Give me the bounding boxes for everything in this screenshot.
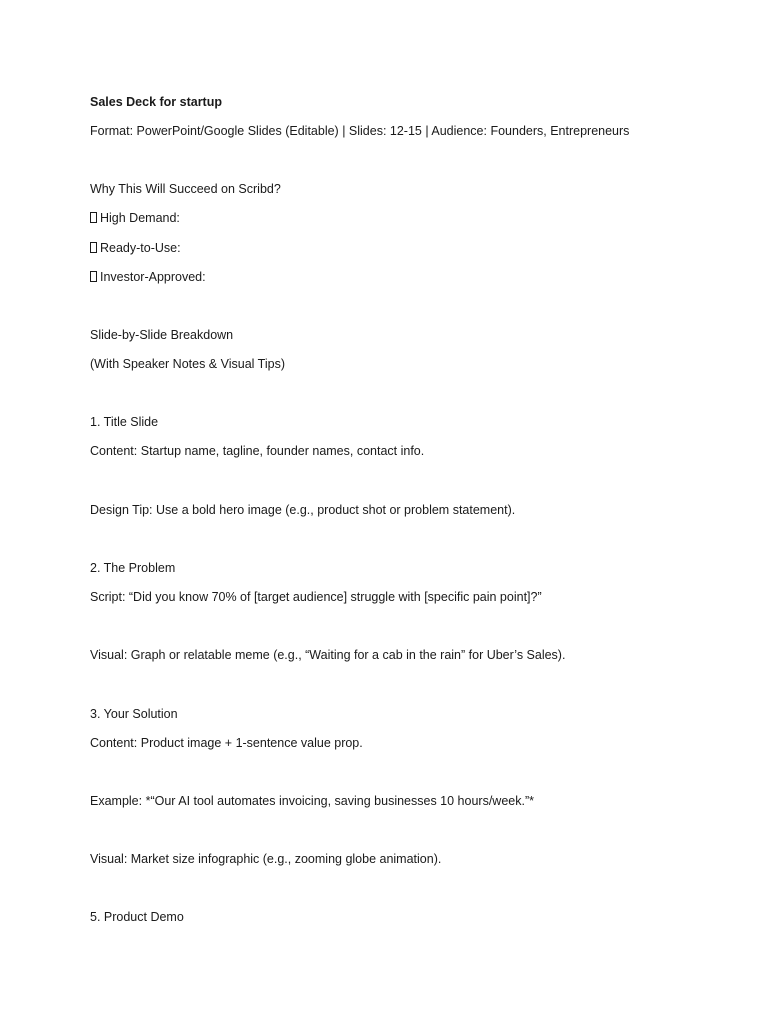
benefit-label: Ready-to-Use: (100, 241, 181, 255)
benefit-high-demand (90, 210, 180, 226)
benefit-label: Investor-Approved: (100, 270, 206, 284)
slide1-content: Content: Startup name, tagline, founder names, contact info. (90, 444, 425, 458)
slide1-design-tip: Design Tip: Use a bold hero image (e.g., product shot or problem statement). (90, 503, 516, 517)
document-title: Sales Deck for startup (90, 95, 222, 109)
benefit-ready-to-use (90, 240, 181, 256)
missing-glyph-box-icon (90, 242, 97, 253)
slide3-visual: Visual: Market size infographic (e.g., zooming globe animation). (90, 852, 442, 866)
slide5-heading: 5. Product Demo (90, 910, 184, 924)
format-line: Format: PowerPoint/Google Slides (Editable) | Slides: 12-15 | Audience: Founders, Entrepreneurs (90, 124, 630, 138)
slide2-visual: Visual: Graph or relatable meme (e.g., “Waiting for a cab in the rain” for Uber’s Sales). (90, 648, 566, 662)
slide3-example: Example: *“Our AI tool automates invoicing, saving businesses 10 hours/week.”* (90, 794, 534, 808)
missing-glyph-box-icon (90, 212, 97, 223)
why-heading: Why This Will Succeed on Scribd? (90, 182, 281, 196)
slide3-content: Content: Product image + 1-sentence value prop. (90, 736, 363, 750)
slide2-script: Script: “Did you know 70% of [target audience] struggle with [specific pain point]?” (90, 590, 542, 604)
slide1-heading: 1. Title Slide (90, 415, 159, 429)
breakdown-heading: Slide-by-Slide Breakdown (90, 328, 234, 342)
benefit-label: High Demand: (100, 211, 180, 225)
slide3-heading: 3. Your Solution (90, 707, 178, 721)
slide2-heading: 2. The Problem (90, 561, 176, 575)
missing-glyph-box-icon (90, 271, 97, 282)
benefit-investor-approved (90, 269, 206, 285)
breakdown-subheading: (With Speaker Notes & Visual Tips) (90, 357, 285, 371)
